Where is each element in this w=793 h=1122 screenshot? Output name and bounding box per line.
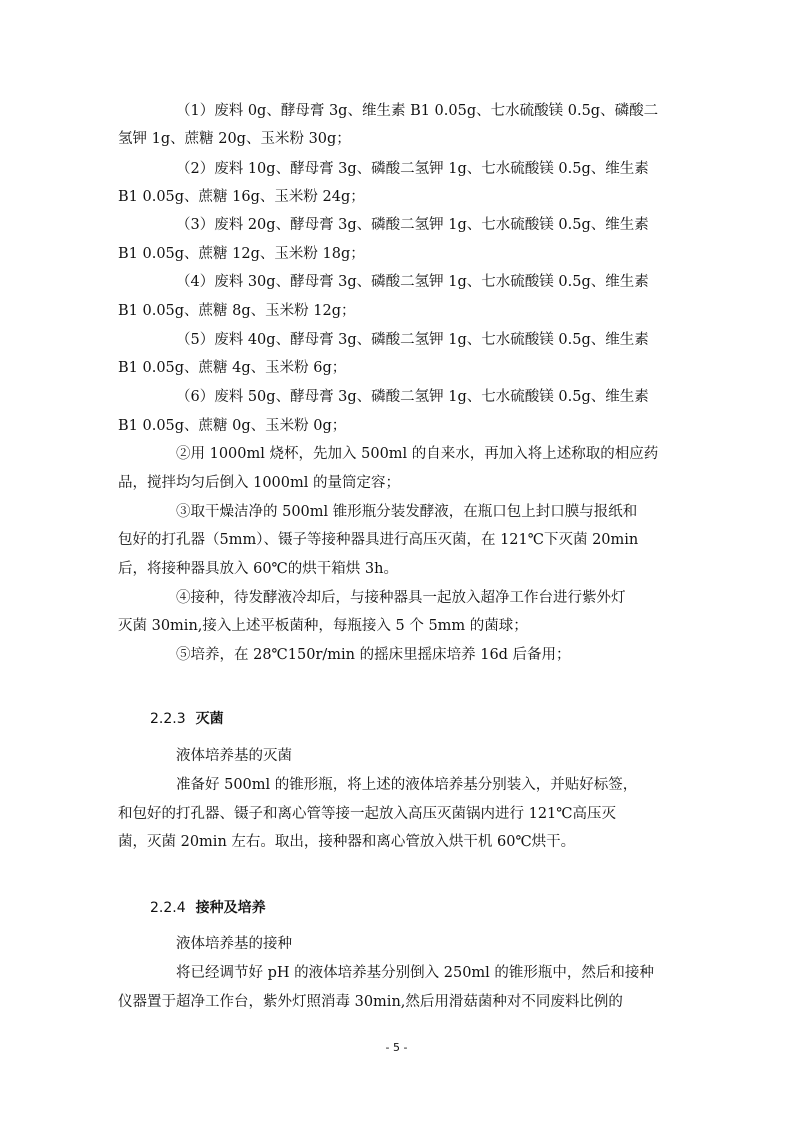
section-title: 接种及培养 <box>195 900 266 916</box>
section-number: 2.2.3 <box>150 711 186 727</box>
section-223-line-1: 准备好 500ml 的锥形瓶，将上述的液体培养基分别装入，并贴好标签， <box>176 777 638 793</box>
medium-3-line-2: B1 0.05g、蔗糖 12g、玉米粉 18g； <box>118 246 365 262</box>
medium-2-line-1: （2）废料 10g、酵母膏 3g、磷酸二氢钾 1g、七水硫酸镁 0.5g、维生素 <box>176 161 649 177</box>
step-5-line-1: ⑤培养，在 28℃150r/min 的摇床里摇床培养 16d 后备用； <box>176 647 571 663</box>
medium-5-line-2: B1 0.05g、蔗糖 4g、玉米粉 6g； <box>118 360 347 376</box>
section-224-line-2: 仪器置于超净工作台，紫外灯照消毒 30min,然后用滑菇菌种对不同废料比例的 <box>118 994 623 1010</box>
step-2-line-1: ②用 1000ml 烧杯，先加入 500ml 的自来水，再加入将上述称取的相应药 <box>176 446 659 462</box>
medium-1-line-1: （1）废料 0g、酵母膏 3g、维生素 B1 0.05g、七水硫酸镁 0.5g、磷酸二 <box>176 103 659 119</box>
step-2-line-2: 品，搅拌均匀后倒入 1000ml 的量筒定容； <box>118 475 401 491</box>
medium-1-line-2: 氢钾 1g、蔗糖 20g、玉米粉 30g； <box>118 131 351 147</box>
page-number: - 5 - <box>385 1041 408 1054</box>
section-223-line-2: 和包好的打孔器、镊子和离心管等接一起放入高压灭菌锅内进行 121℃高压灭 <box>118 806 617 822</box>
section-heading-2-2-3 <box>150 709 224 729</box>
section-heading-2-2-4 <box>150 898 266 918</box>
medium-4-line-1: （4）废料 30g、酵母膏 3g、磷酸二氢钾 1g、七水硫酸镁 0.5g、维生素 <box>176 274 649 290</box>
step-4-line-1: ④接种，待发酵液冷却后，与接种器具一起放入超净工作台进行紫外灯 <box>176 590 626 606</box>
medium-6-line-1: （6）废料 50g、酵母膏 3g、磷酸二氢钾 1g、七水硫酸镁 0.5g、维生素 <box>176 389 649 405</box>
medium-5-line-1: （5）废料 40g、酵母膏 3g、磷酸二氢钾 1g、七水硫酸镁 0.5g、维生素 <box>176 332 649 348</box>
step-3-line-3: 后，将接种器具放入 60℃的烘干箱烘 3h。 <box>118 561 398 577</box>
section-224-subtitle: 液体培养基的接种 <box>176 936 292 952</box>
medium-3-line-1: （3）废料 20g、酵母膏 3g、磷酸二氢钾 1g、七水硫酸镁 0.5g、维生素 <box>176 217 649 233</box>
step-3-line-1: ③取干燥洁净的 500ml 锥形瓶分装发酵液，在瓶口包上封口膜与报纸和 <box>176 504 638 520</box>
section-223-subtitle: 液体培养基的灭菌 <box>176 748 292 764</box>
section-number: 2.2.4 <box>150 900 186 916</box>
medium-4-line-2: B1 0.05g、蔗糖 8g、玉米粉 12g； <box>118 303 356 319</box>
section-223-line-3: 菌，灭菌 20min 左右。取出，接种器和离心管放入烘干机 60℃烘干。 <box>118 834 576 850</box>
section-title: 灭菌 <box>195 711 224 727</box>
step-3-line-2: 包好的打孔器（5mm）、镊子等接种器具进行高压灭菌，在 121℃下灭菌 20min <box>118 532 639 548</box>
section-224-line-1: 将已经调节好 pH 的液体培养基分别倒入 250ml 的锥形瓶中，然后和接种 <box>176 965 654 981</box>
medium-2-line-2: B1 0.05g、蔗糖 16g、玉米粉 24g； <box>118 189 365 205</box>
step-4-line-2: 灭菌 30min,接入上述平板菌种，每瓶接入 5 个 5mm 的菌球； <box>118 618 528 634</box>
medium-6-line-2: B1 0.05g、蔗糖 0g、玉米粉 0g； <box>118 418 347 434</box>
